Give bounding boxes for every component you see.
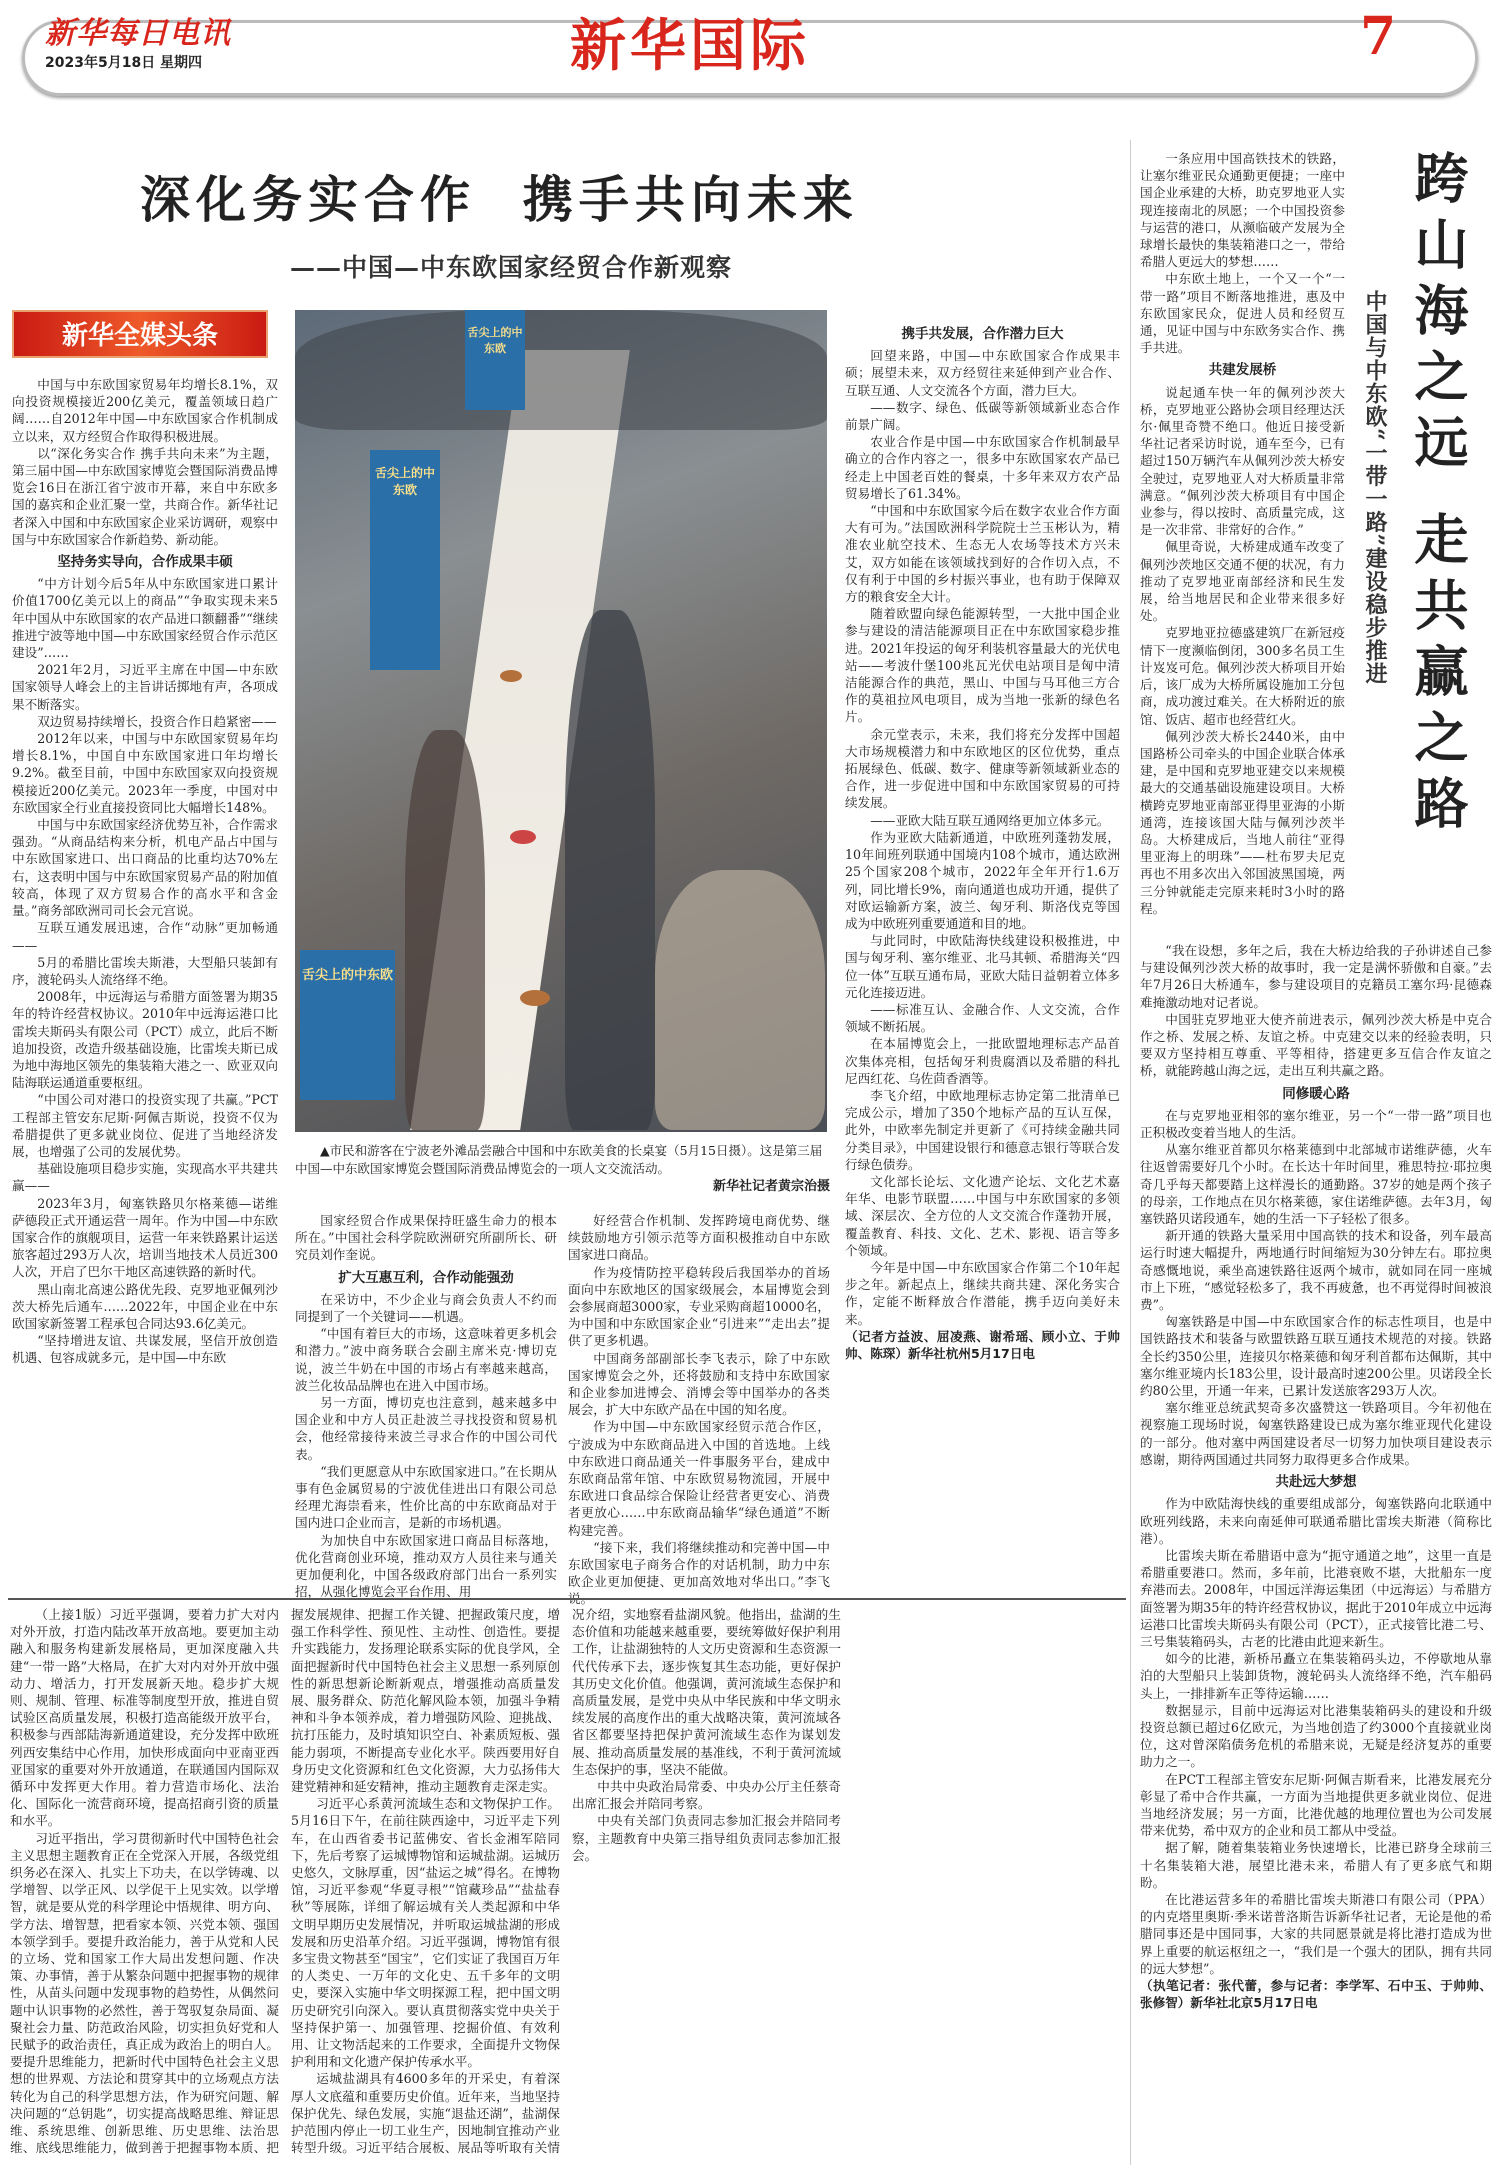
photo-dish bbox=[510, 830, 536, 844]
paragraph: 今年是中国—中东欧国家合作第二个10年起步之年。新起点上，继续共商共建、深化务实合作，定能不断释放合作潜能，携手迈向美好未来。 bbox=[845, 1259, 1120, 1327]
paragraph: “坚持增进友谊、共谋发展，坚信开放创造机遇、包容成就多元，是中国—中东欧 bbox=[12, 1333, 278, 1366]
news-photo bbox=[295, 310, 827, 1132]
paragraph: ——数字、绿色、低碳等新领域新业态合作前景广阔。 bbox=[845, 399, 1120, 433]
paragraph: 中国与中东欧国家贸易年均增长8.1%，双向投资规模接近200亿美元，覆盖领域日趋广阔……自2012年中国—中东欧国家合作机制成立以来，双方经贸合作取得积极进展。 bbox=[12, 377, 278, 444]
section-heading: 共赴远大梦想 bbox=[1275, 1474, 1357, 1491]
photo-banner: 舌尖上的中东欧 bbox=[300, 950, 395, 1100]
paragraph: 作为疫情防控平稳转段后我国举办的首场面向中东欧地区的国家级展会，本届博览会到会参展商超3000家，专业采购商超10000名，为中国和中东欧国家企业“引进来”“走出去”提供了更多机遇。 bbox=[568, 1264, 830, 1349]
paragraph: 2008年，中远海运与希腊方面签署为期35年的特许经营权协议。2010年中远海运港口比雷埃夫斯码头有限公司（PCT）成立，此后不断追加投资，改造升级基础设施，比雷埃夫斯已成为地中海地区领先的集装箱大港之一、欧亚双向陆海联运通道重要枢纽。 bbox=[12, 989, 278, 1091]
paragraph: 随着欧盟向绿色能源转型，一大批中国企业参与建设的清洁能源项目正在中东欧国家稳步推进。2021年投运的匈牙利装机容量最大的光伏电站——考波什堡100兆瓦光伏电站项目是匈中清洁能源合作的典范，黑山、中国与马耳他三方合作的莫祖拉风电项目，成为当地一张新的绿色名片。 bbox=[845, 606, 1120, 725]
paragraph: “中国公司对港口的投资实现了共赢。”PCT工程部主管安东尼斯·阿佩吉斯说，投资不仅为希腊提供了更多就业岗位、促进了当地经济发展，也增强了公司的发展优势。 bbox=[12, 1092, 278, 1159]
paragraph: 5月的希腊比雷埃夫斯港，大型船只装卸有序，渡轮码头人流络绎不绝。 bbox=[12, 954, 278, 987]
paragraph: 习近平心系黄河流域生态和文物保护工作。5月16日下午，在前往陕西途中，习近平走下列车，在山西省委书记蓝佛安、省长金湘军陪同下，先后考察了运城博物馆和运城盐湖。运城历史悠久，文脉厚重，因“盐运之城”得名。在博物馆，习近平参观“华夏寻根”“馆藏珍品”“盐盐春秋”等展陈，详细了解运城有关人类起源和中华文明早期历史发展情况，并听取运城盐湖的形成发展和历史沿革介绍。习近平强调，博物馆有很多宝贵文物甚至“国宝”，它们实证了我国百万年的人类史、一万年的文化史、五千多年的文明史，要深入实施中华文明探源工程，把中国文明历史研究引向深入。要认真贯彻落实党中央关于坚持保护第一、加强管理、挖掘价值、有效利用、让文物活起来的工作要求，全面提升文物保护利用和文化遗产保护传承水平。 bbox=[291, 1796, 560, 2070]
paragraph: 与此同时，中欧陆海快线建设积极推进，中国与匈牙利、塞尔维亚、北马其顿、希腊海关“四位一体”互联互通布局，亚欧大陆日益朝着立体多元化连接迈进。 bbox=[845, 933, 1120, 1000]
section-heading: 共建发展桥 bbox=[1208, 362, 1277, 379]
paragraph: 在比港运营多年的希腊比雷埃夫斯港口有限公司（PPA）的内克塔里奥斯·季米诺普洛斯告诉新华社记者，无论是他的希腊同事还是中国同事，大家的共同愿景就是将比港打造成为世界上重要的航运枢纽之一，“我们是一个强大的团队，拥有共同的远大梦想”。 bbox=[1140, 1891, 1492, 1976]
side-headline: 跨山海之远 走共赢之路 bbox=[1406, 150, 1470, 841]
photo-credit: 新华社记者黄宗治摄 bbox=[712, 1179, 830, 1194]
photo-dish bbox=[520, 990, 550, 1006]
paragraph: “中国和中东欧国家今后在数字农业合作方面大有可为。”法国欧洲科学院院士兰玉彬认为，精准农业航空技术、生态无人农场等技术方兴未艾，双方如能在该领域找到好的合作切入点，不仅有利于中国的乡村振兴事业，也有助于保障双方的粮食安全大计。 bbox=[845, 503, 1120, 605]
paragraph: 作为中欧陆海快线的重要组成部分，匈塞铁路向北联通中欧班列线路，未来向南延伸可联通希腊比雷埃夫斯港（简称比港）。 bbox=[1140, 1496, 1492, 1546]
paragraph: 说起通车快一年的佩列沙茨大桥，克罗地亚公路协会项目经理达沃尔·佩里奇赞不绝口。他近日接受新华社记者采访时说，通车至今，已有超过150万辆汽车从佩列沙茨大桥安全驶过，克罗地亚人对大桥质量非常满意。“佩列沙茨大桥项目有中国企业参与，得以按时、高质量完成，这是一次非常、非常好的合作。” bbox=[1140, 384, 1345, 538]
paragraph: 双边贸易持续增长，投资合作日趋紧密—— bbox=[37, 713, 277, 729]
paragraph: 中国驻克罗地亚大使齐前进表示，佩列沙茨大桥是中克合作之桥、发展之桥、友谊之桥。中克建交以来的经验表明，只要双方坚持相互尊重、平等相待，搭建更多互信合作友谊之桥，就能跨越山海之远，走出互利共赢之路。 bbox=[1140, 1011, 1492, 1079]
paragraph: 中国与中东欧国家经济优势互补，合作需求强劲。“从商品结构来分析，机电产品占中国与中东欧国家进口、出口商品的比重均达70%左右，这表明中国与中东欧国家贸易产品的附加值较高，体现了双方贸易合作的高水平和含金量。”商务部欧洲司司长会元宫说。 bbox=[12, 817, 278, 919]
paragraph: 黑山南北高速公路优先段、克罗地亚佩列沙茨大桥先后通车……2022年，中国企业在中东欧国家新签署工程承包合同达93.6亿美元。 bbox=[12, 1281, 278, 1331]
brand-logo: 新华每日电讯 bbox=[45, 16, 231, 51]
paragraph: 中东欧土地上，一个又一个“一带一路”项目不断落地推进，惠及中东欧国家民众，促进人员和经贸互通，见证中国与中东欧务实合作、携手共进。 bbox=[1140, 271, 1345, 356]
column-divider bbox=[1130, 140, 1131, 2165]
paragraph: ——标准互认、金融合作、人文交流，合作领域不断拓展。 bbox=[845, 1001, 1120, 1035]
section-heading: 坚持务实导向，合作成果丰硕 bbox=[57, 554, 233, 571]
paragraph: 农业合作是中国—中东欧国家合作机制最早确立的合作内容之一，很多中东欧国家农产品已经走上中国老百姓的餐桌，十多年来双方农产品贸易增长了61.34%。 bbox=[845, 434, 1120, 501]
page-number: 7 bbox=[1360, 6, 1397, 67]
side-subheadline: 中国与中东欧“一带一路”建设稳步推进 bbox=[1362, 290, 1388, 686]
paragraph: 余元堂表示，未来，我们将充分发挥中国超大市场规模潜力和中东欧地区的区位优势，重点拓展绿色、低碳、数字、健康等新领域新业态的合作，进一步促进中国和中东欧国家贸易的可持续发展。 bbox=[845, 726, 1120, 811]
paragraph: 为加快自中东欧国家进口商品目标落地，优化营商创业环境，推动双方人员往来与通关更加便利化，中国各级政府部门出台一系列实招，从强化博览会平台作用、用 bbox=[295, 1532, 557, 1600]
paragraph: 以“深化务实合作 携手共向未来”为主题，第三届中国—中东欧国家博览会暨国际消费品博览会16日在浙江省宁波市开幕，来自中东欧多国的嘉宾和企业汇聚一堂，共商合作。新华社记者深入中国和中东欧国家企业采访调研，观察中国与中东欧国家合作新趋势、新动能。 bbox=[12, 445, 278, 547]
paragraph: 在与克罗地亚相邻的塞尔维亚，另一个“一带一路”项目也正积极改变着当地人的生活。 bbox=[1140, 1107, 1492, 1141]
paragraph: 据了解，随着集装箱业务快速增长，比港已跻身全球前三十名集装箱大港，展望比港未来，希腊人有了更多底气和期盼。 bbox=[1140, 1840, 1492, 1890]
section-divider bbox=[8, 1598, 1126, 1600]
paragraph: 克罗地亚拉德盛建筑厂在新冠疫情下一度濒临倒闭，300多名员工生计岌岌可危。佩列沙茨大桥项目开始后，该厂成为大桥所属设施加工分包商，成功渡过难关。在大桥附近的旅馆、饭店、超市也经营红火。 bbox=[1140, 625, 1345, 727]
photo-banner: 舌尖上的中东欧 bbox=[465, 310, 525, 410]
paragraph: 李飞介绍，中欧地理标志协定第二批清单已完成公示，增加了350个地标产品的互认互保，此外，中欧率先制定并更新了《可持续金融共同分类目录》，中国建设银行和德意志银行等联合发行绿色债券。 bbox=[845, 1087, 1120, 1172]
paragraph: 习近平指出，学习贯彻新时代中国特色社会主义思想主题教育正在全党深入开展，各级党组织务必在深入、扎实上下功夫，在以学铸魂、以学增智、以学正风、以学促干上见实效。以学增智，就是要从党的科学理论中悟规律、明方向、学方法、增智慧，把看家本领、兴党本领、强国本领学到手。要提升政治能力，善于从党和人民的立场、党和国家工作大局出发想问题、作决策、办事情，善于从繁杂问题中把握事物的规律性，从苗头问题中发现事物的趋势性，从偶然问题中认识事物的必然性，善于驾驭复杂局面、凝聚社会力量、防范政治风险，切实担负好党和人民赋予的政治责任，真正成为政治上的明白人。要提升思维能力，把新时代中国特色社会主义思想的世界观、方法论和贯穿其中的立场观点方法转化为自己的科学思想方法，作为研究问题、解决问题的“总钥匙”，切实提高战略思维、辩证思维、系统思维、创新思维、历史思维、法治思维、底线思维能力，做到善于把握事物本质、把握发展规律、把握工作关键、把握政策尺度，增强工作科学性、预见性、主动性、创造性。要提升实践能力，发扬理论联系实际的优良学风，全面把握新时代中国特色社会主义思想一系列原创性的新思想新论断新观点，增强推动高质量发展、服务群众、防范化解风险本领，加强斗争精神和斗争本领养成，着力增强防风险、迎挑战、抗打压能力，及时填知识空白、补素质短板、强能力弱项，不断提高专业化水平。陕西要用好自身历史文化资源和红色文化资源，大力弘扬伟大建党精神和延安精神，推动主题教育走深走实。 bbox=[10, 1607, 560, 2156]
photo-crowd bbox=[405, 730, 485, 1130]
photo-caption bbox=[295, 1142, 830, 1196]
side-article-intro bbox=[1140, 150, 1345, 935]
photo-crowd bbox=[655, 870, 825, 1130]
paragraph: 在PCT工程部主管安东尼斯·阿佩吉斯看来，比港发展充分彰显了希中合作共赢，一方面为当地提供更多就业岗位、促进当地经济发展；另一方面，比港优越的地理位置也为公司发展带来优势，希中双方的企业和员工都从中受益。 bbox=[1140, 1771, 1492, 1839]
paragraph: 国家经贸合作成果保持旺盛生命力的根本所在。”中国社会科学院欧洲研究所副所长、研究员刘作奎说。 bbox=[295, 1213, 557, 1263]
paragraph: 中国商务部副部长李飞表示，除了中东欧国家博览会之外，还将鼓励和支持中东欧国家和企业参加进博会、消博会等中国举办的各类展会，扩大中东欧产品在中国的知名度。 bbox=[568, 1350, 830, 1418]
photo-crowd bbox=[295, 310, 827, 430]
paragraph: “我在设想，多年之后，我在大桥边给我的子孙讲述自己参与建设佩列沙茨大桥的故事时，我一定是满怀骄傲和自豪。”去年7月26日大桥通车，参与建设项目的克籍员工塞尔玛·昆德森难掩激动地对记者说。 bbox=[1140, 943, 1492, 1010]
paragraph: ——亚欧大陆互联互通网络更加立体多元。 bbox=[870, 812, 1110, 828]
paragraph: 作为中国—中东欧国家经贸示范合作区，宁波成为中东欧商品进入中国的首选地。上线中东欧进口商品通关一件事服务平台，建成中东欧商品常年馆、中东欧贸易物流园，开展中东欧进口食品综合保险让经营者更安心、消费者更放心……中东欧商品输华“绿色通道”不断构建完善。 bbox=[568, 1419, 830, 1538]
section-heading: 同修暖心路 bbox=[1282, 1085, 1350, 1102]
paragraph: 数据显示，目前中远海运对比港集装箱码头的建设和升级投资总额已超过6亿欧元，为当地创造了约3000个直接就业岗位，这对曾深陷债务危机的希腊来说，无疑是经济复苏的重要助力之一。 bbox=[1140, 1702, 1492, 1770]
paragraph: 基础设施项目稳步实施，实现高水平共建共赢—— bbox=[12, 1161, 278, 1194]
paragraph: “中方计划今后5年从中东欧国家进口累计价值1700亿美元以上的商品”“争取实现未来5年中国从中东欧国家的农产品进口额翻番”“继续推进宁波等地中国—中东欧国家经贸合作示范区建设”…… bbox=[12, 576, 278, 661]
paragraph: 新开通的铁路大量采用中国高铁的技术和设备，列车最高运行时速大幅提升，两地通行时间缩短为30分钟左右。耶拉奥奇感慨地说，乘坐高速铁路往返两个城市，就如同在同一座城市上下班，“感觉轻松多了，我不再疲惫，也不再觉得时间被浪费”。 bbox=[1140, 1228, 1492, 1313]
main-headline: 深化务实合作 携手共向未来 bbox=[140, 170, 859, 229]
paragraph: 从塞尔维亚首都贝尔格莱德到中北部城市诺维萨德，火车往返曾需要好几个小时。在长达十年时间里，雅思特拉·耶拉奥奇几乎每天都要踏上这样漫长的通勤路。37岁的她是两个孩子的母亲，工作地点在贝尔格莱德，家住诺维萨德。去年3月，匈塞铁路贝诺段通车，她的生活一下子轻松了很多。 bbox=[1140, 1142, 1492, 1227]
paragraph: 在本届博览会上，一批欧盟地理标志产品首次集体亮相，包括匈牙利贵腐酒以及希腊的科扎尼西红花、乌佐茴香酒等。 bbox=[845, 1036, 1120, 1086]
paragraph: 匈塞铁路是中国—中东欧国家合作的标志性项目，也是中国铁路技术和装备与欧盟铁路互联互通技术规范的对接。铁路全长约350公里，连接贝尔格莱德和匈牙利首都布达佩斯，其中塞尔维亚境内长183公里，设计最高时速200公里。贝诺段全长约80公里，开通一年来，已累计发送旅客293万人次。 bbox=[1140, 1314, 1492, 1399]
photo-dish bbox=[500, 670, 522, 682]
main-article-column-4 bbox=[845, 320, 1120, 1592]
caption-text: ▲市民和游客在宁波老外滩品尝融合中国和中东欧美食的长桌宴（5月15日摄）。这是第三届中国—中东欧国家博览会暨国际消费品博览会的一项人文交流活动。 bbox=[295, 1143, 823, 1176]
paragraph: “接下来，我们将继续推动和完善中国—中东欧国家电子商务合作的对话机制，助力中东欧企业更加便捷、更加高效地对华出口。”李飞说。 bbox=[568, 1539, 830, 1607]
issue-date: 2023年5月18日 星期四 bbox=[45, 55, 203, 71]
paragraph: 2023年3月，匈塞铁路贝尔格莱德—诺维萨德段正式开通运营一周年。作为中国—中东欧国家合作的旗舰项目，运营一年来铁路累计运送旅客超过293万人次，培训当地技术人员近300人次，开启了巴尔干地区高速铁路的新时代。 bbox=[12, 1195, 278, 1280]
continued-article bbox=[10, 1606, 1122, 2164]
paragraph: 文化部长论坛、文化遗产论坛、文化艺术嘉年华、电影节联盟……中国与中东欧国家的多领域、深层次、全方位的人文交流合作蓬勃开展，覆盖教育、科技、文化、艺术、影视、语言等多个领域。 bbox=[845, 1173, 1120, 1258]
main-article-column-2 bbox=[295, 1212, 557, 1600]
paragraph: 如今的比港，新桥吊矗立在集装箱码头边，不停歇地从靠泊的大型船只上装卸货物，渡轮码头人流络绎不绝，汽车船码头上，一排排新车正等待运输…… bbox=[1140, 1651, 1492, 1701]
paragraph: 另一方面，博切克也注意到，越来越多中国企业和中方人员正赴波兰寻找投资和贸易机会，他经常接待来波兰寻求合作的中国公司代表。 bbox=[295, 1395, 557, 1462]
paragraph: 中共中央政治局常委、中央办公厅主任蔡奇出席汇报会并陪同考察。 bbox=[572, 1779, 841, 1812]
section-title: 新华国际 bbox=[570, 13, 810, 79]
section-heading: 扩大互惠互利，合作动能强劲 bbox=[338, 1269, 514, 1286]
paragraph: 在采访中，不少企业与商会负责人不约而同提到了一个关键词——机遇。 bbox=[295, 1291, 557, 1325]
byline: （记者方益波、屈凌燕、谢希瑶、顾小立、于帅帅、陈琛）新华社杭州5月17日电 bbox=[845, 1328, 1120, 1361]
byline: （执笔记者：张代蕾，参与记者：李学军、石中玉、于帅帅、张修智）新华社北京5月17日电 bbox=[1140, 1977, 1492, 2011]
paragraph: 比雷埃夫斯在希腊语中意为“扼守通道之地”，这里一直是希腊重要港口。然而，多年前，比港衰败不堪，大批船东一度弃港而去。2008年，中国远洋海运集团（中远海运）与希腊方面签署为期35年的特许经营权协议，据此于2010年成立中远海运港口比雷埃夫斯码头有限公司（PCT），正式接管比港二号、三号集装箱码头，古老的比港由此迎来新生。 bbox=[1140, 1547, 1492, 1649]
paragraph: 互联互通发展迅速，合作“动脉”更加畅通—— bbox=[12, 920, 278, 953]
photo-crowd bbox=[565, 610, 655, 1130]
paragraph: 一条应用中国高铁技术的铁路，让塞尔维亚民众通勤更便捷；一座中国企业承建的大桥，助克罗地亚人实现连接南北的夙愿；一个中国投资参与运营的港口，从濒临破产发展为全球增长最快的集装箱港口之一，带给希腊人更远大的梦想…… bbox=[1140, 151, 1345, 270]
paragraph: 塞尔维亚总统武契奇多次盛赞这一铁路项目。今年初他在视察施工现场时说，匈塞铁路建设已成为塞尔维亚现代化建设的一部分。他对塞中两国建设者尽一切努力加快项目建设表示感谢，期待两国通过共同努力取得更多合作成果。 bbox=[1140, 1400, 1492, 1467]
main-subheadline: ——中国—中东欧国家经贸合作新观察 bbox=[290, 253, 733, 282]
paragraph: 回望来路，中国—中东欧国家合作成果丰硕；展望未来，双方经贸往来延伸到产业合作、互联互通、人文交流各个方面，潜力巨大。 bbox=[845, 348, 1120, 398]
paragraph: “我们更愿意从中东欧国家进口。”在长期从事有色金属贸易的宁波优佳进出口有限公司总经理尤海崇看来，性价比高的中东欧商品对于国内进口企业而言，是新的市场机遇。 bbox=[295, 1463, 557, 1531]
paragraph: 佩里奇说，大桥建成通车改变了佩列沙茨地区交通不便的状况，有力推动了克罗地亚南部经济和民生发展，给当地居民和企业带来很多好处。 bbox=[1140, 539, 1345, 624]
section-badge: 新华全媒头条 bbox=[12, 310, 268, 358]
paragraph: （上接1版）习近平强调，要着力扩大对内对外开放，打造内陆改革开放高地。要更加主动融入和服务构建新发展格局，更加深度融入共建“一带一路”大格局，在扩大对内对外开放中强动力、增活力，打开发展新天地。稳步扩大规则、规制、管理、标准等制度型开放，推进自贸试验区高质量发展，积极打造高能级开放平台，积极参与西部陆海新通道建设，充分发挥中欧班列西安集结中心作用，加快形成面向中亚南亚西亚国家的重要对外开放通道，在联通国内国际双循环中发挥更大作用。着力营造市场化、法治化、国际化一流营商环境，提高招商引资的质量和水平。 bbox=[10, 1607, 279, 1829]
paragraph: 佩列沙茨大桥长2440米，由中国路桥公司牵头的中国企业联合体承建，是中国和克罗地亚建交以来规模最大的交通基础设施建设项目。大桥横跨克罗地亚南部亚得里亚海的小斯通湾，连接该国大陆与佩列沙茨半岛。大桥建成后，当地人前往“亚得里亚海上的明珠”——杜布罗夫尼克再也不用多次出入邻国波黑国境，两三分钟就能走完原来耗时3小时的路程。 bbox=[1140, 728, 1345, 916]
main-article-column-3 bbox=[568, 1212, 830, 1607]
paragraph: “中国有着巨大的市场，这意味着更多机会和潜力。”波中商务联合会副主席米克·博切克说，波兰牛奶在中国的市场占有率越来越高，波兰化妆品品牌也在进入中国市场。 bbox=[295, 1326, 557, 1393]
main-article-column-1 bbox=[12, 376, 278, 1594]
paragraph: 中央有关部门负责同志参加汇报会并陪同考察，主题教育中央第三指导组负责同志参加汇报会。 bbox=[572, 1813, 841, 1863]
paragraph: 2012年以来，中国与中东欧国家贸易年均增长8.1%，中国自中东欧国家进口年均增长9.2%。截至目前，中国中东欧国家双向投资规模接近200亿美元。2023年一季度，中国对中东欧国家全行业直接投资同比大幅增长148%。 bbox=[12, 731, 278, 815]
photo-banner: 舌尖上的中东欧 bbox=[370, 450, 440, 670]
paragraph: 好经营合作机制、发挥跨境电商优势、继续鼓励地方引领示范等方面积极推动自中东欧国家进口商品。 bbox=[568, 1213, 830, 1263]
side-article-body bbox=[1140, 942, 1492, 2164]
paragraph: 2021年2月，习近平主席在中国—中东欧国家领导人峰会上的主旨讲话掷地有声，各项成果不断落实。 bbox=[12, 662, 278, 712]
paragraph: 运城盐湖具有4600多年的开采史，有着深厚人文底蕴和重要历史价值。近年来，当地坚持保护优先、绿色发展，实施“退盐还湖”，盐湖保护范围内停止一切工业生产，因地制宜推动产业转型升级。习近平结合展板、展品等听取有关情况介绍，实地察看盐湖风貌。他指出，盐湖的生态价值和功能越来越重要，要统筹做好保护利用工作，让盐湖独特的人文历史资源和生态资源一代代传承下去，逐步恢复其生态功能，更好保护其历史文化价值。他强调，黄河流域生态保护和高质量发展，是党中央从中华民族和中华文明永续发展的高度作出的重大战略决策，黄河流域各省区都要坚持把保护黄河流域生态作为谋划发展、推动高质量发展的基准线，不利于黄河流域生态保护的事，坚决不能做。 bbox=[291, 1607, 841, 2156]
section-heading: 携手共发展，合作潜力巨大 bbox=[901, 326, 1064, 342]
paragraph: 作为亚欧大陆新通道，中欧班列蓬勃发展，10年间班列联通中国境内108个城市，通达欧洲25个国家208个城市，2022年全年开行1.6万列，同比增长9%，南向通道也成功开通，提供了对欧运输新方案，波兰、匈牙利、斯洛伐克等国成为中欧班列重要通道和目的地。 bbox=[845, 829, 1120, 931]
